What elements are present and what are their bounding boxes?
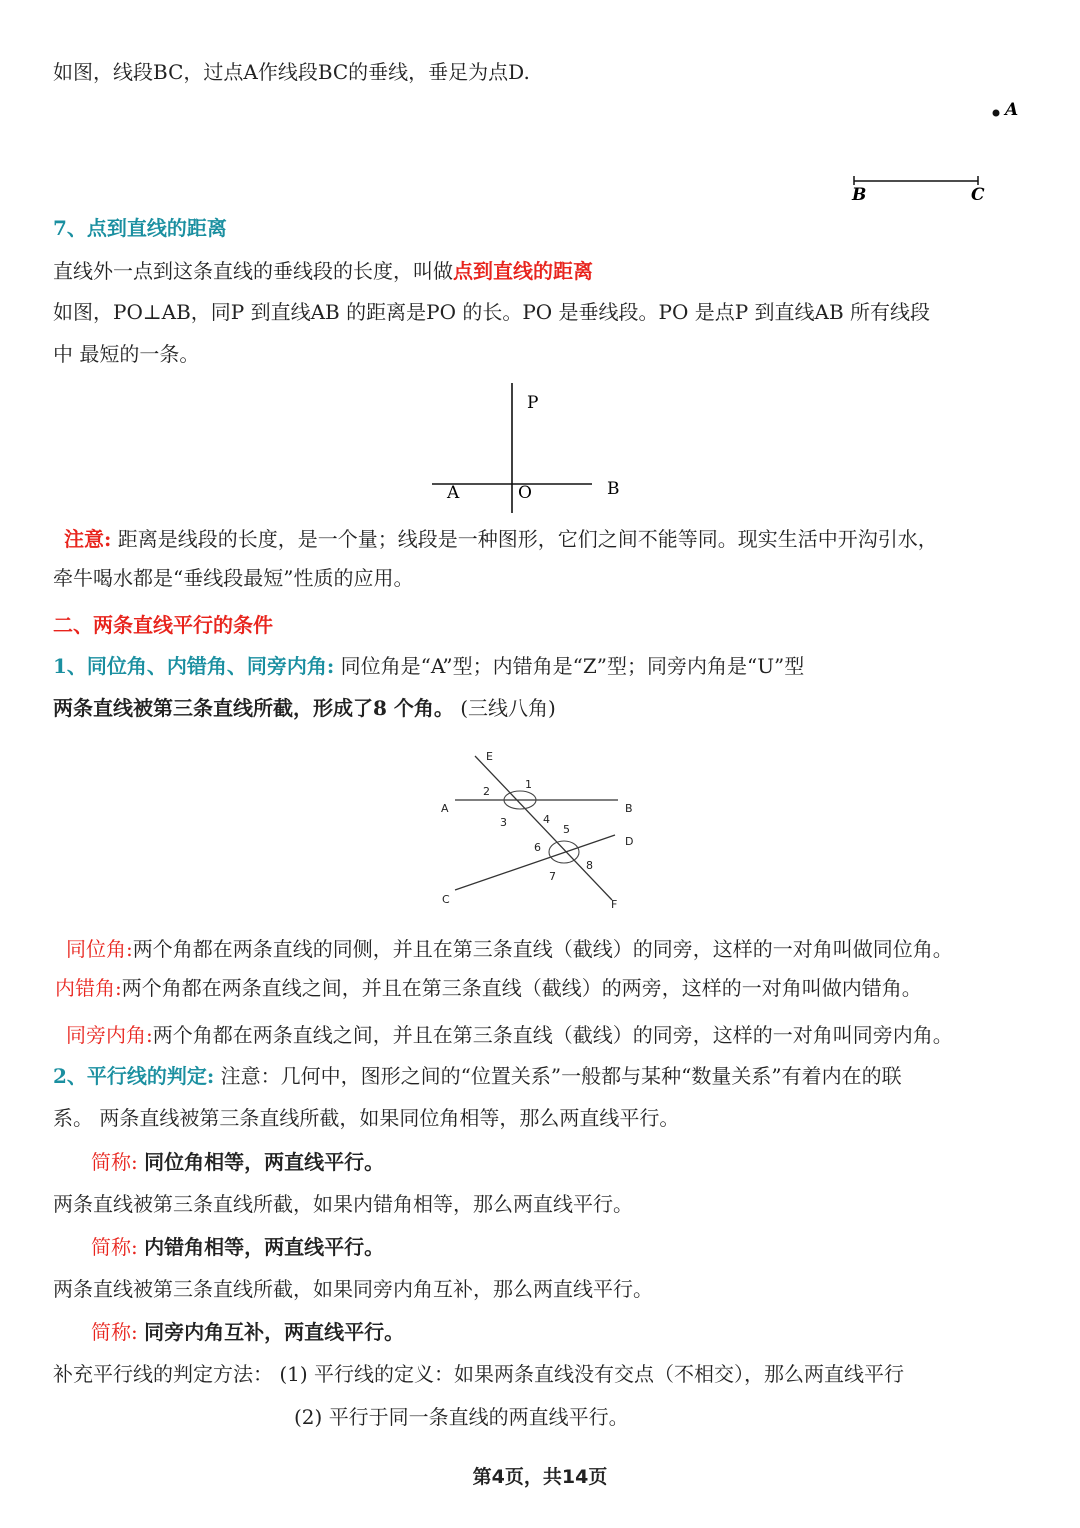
- definition-text: 直线外一点到这条直线的垂线段的长度，叫做: [53, 259, 453, 283]
- definition-text: 两个角都在两条直线之间，并且在第三条直线（截线）的两旁，这样的一对角叫做内错角。: [121, 976, 922, 1000]
- angle-3: 3: [500, 816, 507, 829]
- definition-term: 内错角:: [55, 976, 122, 1000]
- angle-7: 7: [549, 870, 556, 883]
- supplement-label: 补充平行线的判定方法：: [53, 1362, 273, 1386]
- line-ef: [475, 756, 612, 900]
- label-e: E: [486, 750, 493, 763]
- label-c: C: [971, 185, 985, 205]
- criteria-supplement: [53, 1360, 904, 1388]
- point-a: [993, 110, 1000, 117]
- note-label: 注意:: [64, 527, 112, 551]
- label-a: A: [447, 483, 460, 503]
- angle-4: 4: [543, 813, 550, 826]
- item1-heading: 1、同位角、内错角、同旁内角:: [53, 654, 335, 678]
- section2-heading: 二、两条直线平行的条件: [53, 613, 273, 637]
- abbr-label: 简称:: [91, 1320, 138, 1344]
- angle-2: 2: [483, 785, 490, 798]
- item1-paren: (三线八角): [460, 696, 556, 720]
- criteria-abbr2: [91, 1233, 384, 1261]
- criteria-heading: 2、平行线的判定:: [53, 1064, 215, 1088]
- criteria-intro2: 系。 两条直线被第三条直线所截，如果同位角相等，那么两直线平行。: [53, 1106, 680, 1130]
- criteria-rule2: 两条直线被第三条直线所截，如果内错角相等，那么两直线平行。: [53, 1192, 633, 1216]
- section2-item1-bold: [53, 694, 556, 722]
- section7-definition: [53, 257, 593, 285]
- page-footer: 第4页，共14页: [472, 1466, 608, 1488]
- label-c: C: [442, 893, 450, 906]
- definition-text: 两个角都在两条直线之间，并且在第三条直线（截线）的同旁，这样的一对角叫同旁内角。: [152, 1023, 953, 1047]
- note-line1: [64, 525, 938, 553]
- figure-point-a-segment-bc: [840, 95, 1040, 210]
- label-b: B: [607, 479, 620, 499]
- criteria-heading-line: [53, 1062, 902, 1090]
- criteria-abbr3: [91, 1318, 404, 1346]
- angle-8: 8: [586, 859, 593, 872]
- label-b: B: [625, 802, 633, 815]
- abbr-text: 内错角相等，两直线平行。: [144, 1235, 385, 1259]
- angle-5: 5: [563, 823, 570, 836]
- note-text: 距离是线段的长度，是一个量；线段是一种图形，它们之间不能等同。现实生活中开沟引水，: [117, 527, 938, 551]
- angle-6: 6: [534, 841, 541, 854]
- abbr-label: 简称:: [91, 1150, 138, 1174]
- criteria-abbr1: [91, 1148, 384, 1176]
- label-a: A: [1005, 100, 1019, 120]
- abbr-text: 同位角相等，两直线平行。: [144, 1150, 385, 1174]
- label-p: P: [527, 393, 539, 413]
- section7-example-line2: 中 最短的一条。: [53, 342, 200, 366]
- definition-corresponding: [66, 935, 953, 963]
- figure-perpendicular-po: [420, 378, 660, 518]
- label-a: A: [441, 802, 449, 815]
- criteria-rule3: 两条直线被第三条直线所截，如果同旁内角互补，那么两直线平行。: [53, 1277, 653, 1301]
- abbr-text: 同旁内角互补，两直线平行。: [144, 1320, 405, 1344]
- definition-term: 同位角:: [66, 937, 133, 961]
- label-d: D: [625, 835, 634, 848]
- supplement-item2: (2) 平行于同一条直线的两直线平行。: [294, 1405, 629, 1429]
- section7-example-line1: 如图，PO⊥AB，同P 到直线AB 的距离是PO 的长。PO 是垂线段。PO 是点P 到直线AB 所有线段: [53, 300, 931, 324]
- item1-text: 同位角是“A”型；内错角是“Z”型；同旁内角是“U”型: [340, 654, 805, 678]
- label-b: B: [852, 185, 867, 205]
- note-line2: 牵牛喝水都是“垂线段最短”性质的应用。: [53, 566, 414, 590]
- section7-heading: 7、点到直线的距离: [53, 216, 227, 240]
- criteria-intro: 注意：几何中，图形之间的“位置关系”一般都与某种“数量关系”有着内在的联: [220, 1064, 902, 1088]
- label-f: F: [611, 898, 618, 911]
- definition-text: 两个角都在两条直线的同侧，并且在第三条直线（截线）的同旁，这样的一对角叫做同位角。: [132, 937, 953, 961]
- intro-task: 如图，线段BC，过点A作线段BC的垂线，垂足为点D.: [53, 60, 530, 84]
- definition-term: 点到直线的距离: [453, 259, 593, 283]
- supplement-item1: (1) 平行线的定义：如果两条直线没有交点（不相交），那么两直线平行: [279, 1362, 905, 1386]
- item1-bold: 两条直线被第三条直线所截，形成了8 个角。: [53, 696, 454, 720]
- abbr-label: 简称:: [91, 1235, 138, 1259]
- section2-item1: [53, 652, 804, 680]
- definition-interior: [66, 1021, 953, 1049]
- figure-three-lines-eight-angles: [430, 740, 650, 920]
- label-o: O: [518, 483, 532, 503]
- definition-alternate: [55, 974, 922, 1002]
- definition-term: 同旁内角:: [66, 1023, 153, 1047]
- angle-1: 1: [525, 778, 532, 791]
